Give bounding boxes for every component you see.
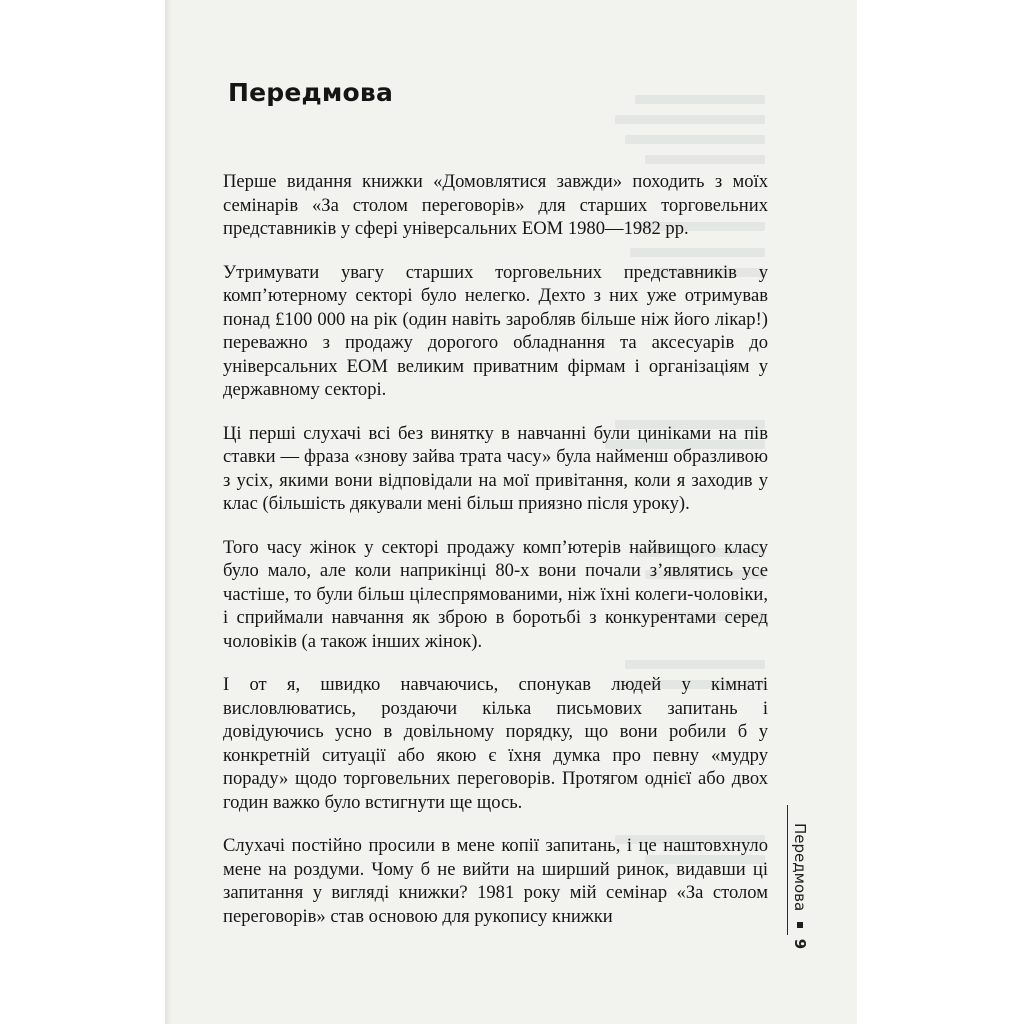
paragraph: Перше видання книжки «Домовлятися завжди» походить з моїх семінарів «За столом переговорів» для старших торговельних представників у сфері універсальних ЕОМ 1980—1982 рр.	[223, 171, 768, 239]
paragraph: Утримувати увагу старших торговельних представників у комп’ютерному секторі було нелегко. Дехто з них уже отримував понад £100 000 на рік (один навіть заробляв більше ніж його лікар!) переважно з продажу дорогого обладнання та аксесуарів до універсальних ЕОМ великим приватним фірмам і організаціям у державному секторі.	[223, 261, 768, 400]
running-footer	[787, 805, 827, 1005]
show-through-line	[635, 95, 765, 104]
square-bullet-icon	[797, 922, 803, 928]
chapter-title: Передмова	[228, 78, 394, 107]
footer-text	[791, 823, 809, 949]
body-text	[223, 170, 768, 948]
show-through-line	[645, 155, 765, 164]
paragraph: Ці перші слухачі всі без винятку в навчанні були циніками на пів ставки — фраза «знову зайва трата часу» була найменш образливою з усіх, якими вони відповідали на мої привітання, коли я заходив у клас (більшість дякували мені більш приязно після уроку).	[223, 422, 768, 514]
footer-rule	[787, 805, 788, 935]
paragraph: І от я, швидко навчаючись, спонукав людей у кімнаті висловлюватись, роздаючи кілька письмових запитань і довідуючись усно в довільному порядку, що вони робили б у конкретній ситуації або якою є їхня думка про певну «мудру пораду» щодо торговельних переговорів. Протягом однієї або двох годин важко було встигнути ще щось.	[223, 674, 768, 813]
running-header-label: Передмова	[791, 823, 809, 912]
page-number: 9	[791, 938, 809, 950]
page-edge-shadow	[165, 0, 173, 1024]
show-through-line	[625, 135, 765, 144]
paragraph: Слухачі постійно просили в мене копії запитань, і це наштовхнуло мене на роздуми. Чому б не вийти на ширший ринок, видавши ці запитання у вигляді книжки? 1981 року мій семінар «За столом переговорів» став основою для рукопису книжки	[223, 835, 768, 927]
paragraph: Того часу жінок у секторі продажу комп’ютерів найвищого класу було мало, але коли наприкінці 80-х вони почали з’являтись усе частіше, то були більш цілеспрямованими, ніж їхні колеги-чоловіки, і сприймали навчання як зброю в боротьбі з конкурентами серед чоловіків (а також інших жінок).	[223, 536, 768, 652]
book-page	[165, 0, 857, 1024]
show-through-line	[615, 115, 765, 124]
